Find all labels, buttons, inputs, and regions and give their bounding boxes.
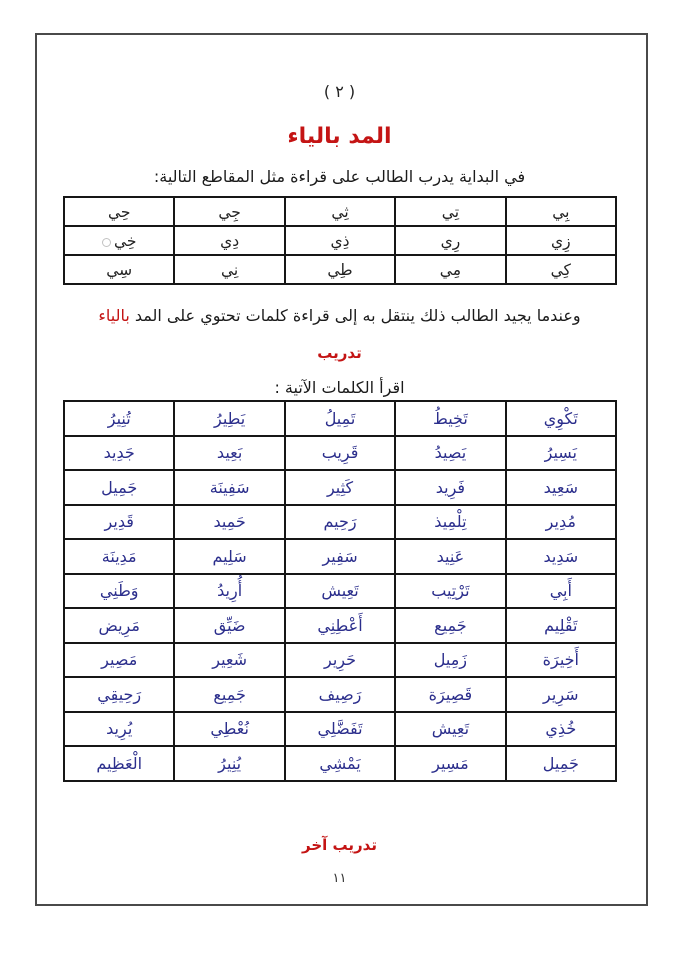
word-cell: تَقْلِيم xyxy=(506,608,616,643)
word-cell: وَطَنِي xyxy=(64,574,174,609)
word-cell: رَحِيم xyxy=(285,505,395,540)
word-cell: سَعِيد xyxy=(506,470,616,505)
word-cell: نُعْطِي xyxy=(174,712,284,747)
word-cell: تَعِيش xyxy=(285,574,395,609)
word-cell: فَرِيد xyxy=(395,470,505,505)
transition-highlight-word: بالياء xyxy=(98,306,130,325)
word-cell: سَفِير xyxy=(285,539,395,574)
word-cell: سَلِيم xyxy=(174,539,284,574)
word-cell: رِي xyxy=(395,226,505,255)
word-cell: عَنِيد xyxy=(395,539,505,574)
table-row xyxy=(64,539,616,574)
word-cell: تِي xyxy=(395,197,505,226)
word-cell: تَكْوِي xyxy=(506,401,616,436)
word-cell: جَمِيع xyxy=(395,608,505,643)
word-cell: زَمِيل xyxy=(395,643,505,678)
table-row xyxy=(64,643,616,678)
word-cell: أَبِي xyxy=(506,574,616,609)
word-cell: بَعِيد xyxy=(174,436,284,471)
word-cell: تَرْتِيب xyxy=(395,574,505,609)
word-cell: قَصِيرَة xyxy=(395,677,505,712)
intro-sentence: في البداية يدرب الطالب على قراءة مثل المقاطع التالية: xyxy=(153,167,526,186)
word-cell: حَمِيد xyxy=(174,505,284,540)
second-exercise-heading: تدريب آخر xyxy=(302,836,377,854)
word-cell: تَفَضَّلِي xyxy=(285,712,395,747)
syllable-table xyxy=(63,196,617,285)
word-cell: أَعْطِنِي xyxy=(285,608,395,643)
word-cell: خُذِي xyxy=(506,712,616,747)
word-cell: سَدِيد xyxy=(506,539,616,574)
word-cell: طِي xyxy=(285,255,395,284)
word-cell: رَحِيقِي xyxy=(64,677,174,712)
word-cell: حَرِير xyxy=(285,643,395,678)
word-cell: ذِي xyxy=(285,226,395,255)
page-title: المد بالياء xyxy=(287,124,392,149)
word-cell: تَعِيش xyxy=(395,712,505,747)
word-cell: يُرِيد xyxy=(64,712,174,747)
word-cell: جِي xyxy=(174,197,284,226)
word-cell: يُنِيرُ xyxy=(174,746,284,781)
word-cell: زِي xyxy=(506,226,616,255)
word-cell: يَطِيرُ xyxy=(174,401,284,436)
word-cell: يَصِيدُ xyxy=(395,436,505,471)
word-cell: مُدِير xyxy=(506,505,616,540)
table-row xyxy=(64,712,616,747)
word-cell: تِلْمِيذ xyxy=(395,505,505,540)
read-words-instruction: اقرأ الكلمات الآتية : xyxy=(274,378,405,397)
table-row xyxy=(64,197,616,226)
table-row xyxy=(64,574,616,609)
table-row xyxy=(64,470,616,505)
table-row xyxy=(64,436,616,471)
word-cell: كَثِير xyxy=(285,470,395,505)
word-cell: أُرِيدُ xyxy=(174,574,284,609)
table-row xyxy=(64,401,616,436)
word-cell: مِي xyxy=(395,255,505,284)
word-cell: شَعِير xyxy=(174,643,284,678)
word-cell: جَمِيل xyxy=(64,470,174,505)
word-cell: قَرِيب xyxy=(285,436,395,471)
table-row xyxy=(64,608,616,643)
word-cell: جَمِيع xyxy=(174,677,284,712)
transition-sentence xyxy=(0,306,679,325)
word-cell: بِي xyxy=(506,197,616,226)
word-cell: نِي xyxy=(174,255,284,284)
word-cell: تُنِيرُ xyxy=(64,401,174,436)
words-table xyxy=(63,400,617,782)
page-number-bottom: ١١ xyxy=(332,871,347,886)
word-cell: جَمِيل xyxy=(506,746,616,781)
word-cell: ثِي xyxy=(285,197,395,226)
word-cell: كِي xyxy=(506,255,616,284)
word-cell: ضَيِّق xyxy=(174,608,284,643)
table-row xyxy=(64,677,616,712)
word-cell: مَرِيض xyxy=(64,608,174,643)
table-row xyxy=(64,746,616,781)
word-cell: مَصِير xyxy=(64,643,174,678)
table-row xyxy=(64,505,616,540)
word-cell: رَصِيف xyxy=(285,677,395,712)
faint-circle-mark xyxy=(102,238,111,247)
word-cell: أَخِيرَة xyxy=(506,643,616,678)
word-cell: سَرِير xyxy=(506,677,616,712)
word-cell: يَمْشِي xyxy=(285,746,395,781)
word-cell: سِي xyxy=(64,255,174,284)
word-cell: تَخِيطُ xyxy=(395,401,505,436)
word-cell: دِي xyxy=(174,226,284,255)
table-row xyxy=(64,255,616,284)
word-cell: مَدِينَة xyxy=(64,539,174,574)
transition-text: وعندما يجيد الطالب ذلك ينتقل به إلى قراءة كلمات تحتوي على المد xyxy=(129,306,581,325)
table-row xyxy=(64,226,616,255)
word-cell: يَسِيرُ xyxy=(506,436,616,471)
word-cell: مَسِير xyxy=(395,746,505,781)
word-cell: خِي xyxy=(64,226,174,255)
word-cell: حِي xyxy=(64,197,174,226)
word-cell: سَفِينَة xyxy=(174,470,284,505)
exercise-heading: تدريب xyxy=(317,344,362,362)
word-cell: الْعَظِيم xyxy=(64,746,174,781)
word-cell: قَدِير xyxy=(64,505,174,540)
page-number-top: ( ٢ ) xyxy=(323,82,356,101)
word-cell: تَمِيلُ xyxy=(285,401,395,436)
word-cell: جَدِيد xyxy=(64,436,174,471)
